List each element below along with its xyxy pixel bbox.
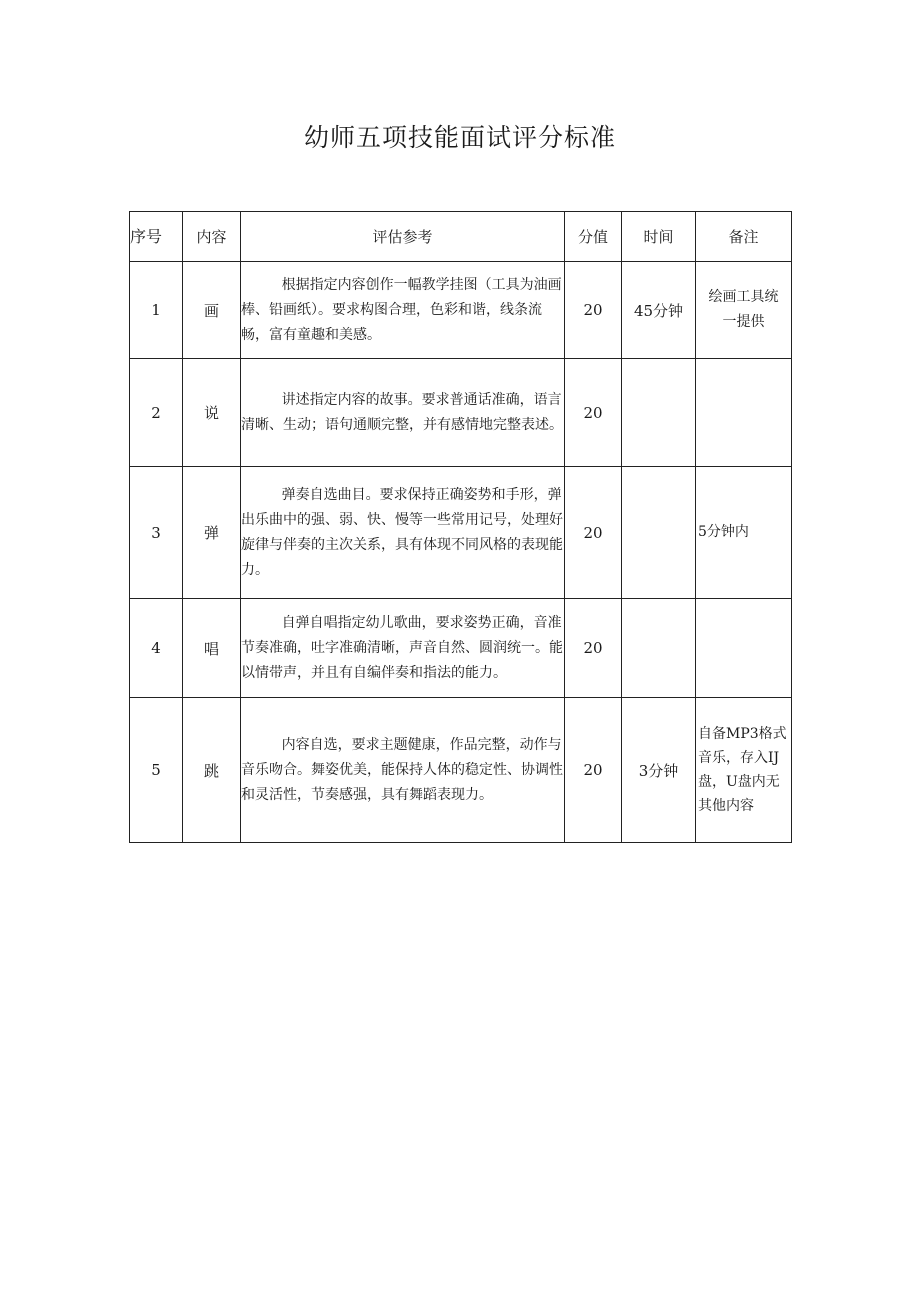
cell-time: 3分钟 (622, 698, 696, 843)
note-text: 5分钟内 (698, 524, 749, 540)
cell-note (696, 262, 792, 359)
cell-no: 2 (130, 359, 183, 467)
cell-note (696, 359, 792, 467)
cell-reference (241, 467, 565, 599)
cell-content: 说 (183, 359, 241, 467)
cell-note (696, 698, 792, 843)
cell-score: 20 (565, 599, 622, 698)
cell-no: 4 (130, 599, 183, 698)
cell-score: 20 (565, 359, 622, 467)
cell-reference (241, 262, 565, 359)
cell-score: 20 (565, 467, 622, 599)
cell-score: 20 (565, 262, 622, 359)
header-reference: 评估参考 (241, 212, 565, 262)
cell-time (622, 467, 696, 599)
scoring-table (129, 211, 792, 843)
cell-content: 唱 (183, 599, 241, 698)
table-row (130, 467, 792, 599)
reference-text: 自弹自唱指定幼儿歌曲，要求姿势正确，音准节奏准确，吐字准确清晰，声音自然、圆润统一。能以情带声，并且有自编伴奏和指法的能力。 (241, 614, 563, 681)
cell-time: 45分钟 (622, 262, 696, 359)
reference-text: 根据指定内容创作一幅教学挂图（工具为油画棒、铅画纸）。要求构图合理，色彩和谐，线条流畅，富有童趣和美感。 (241, 276, 562, 343)
table-header-row (130, 212, 792, 262)
cell-reference (241, 698, 565, 843)
cell-note (696, 599, 792, 698)
table-row (130, 359, 792, 467)
table-row (130, 262, 792, 359)
reference-text: 讲述指定内容的故事。要求普通话准确，语言清晰、生动；语句通顺完整，并有感情地完整表述。 (241, 391, 563, 433)
cell-note (696, 467, 792, 599)
cell-reference (241, 599, 565, 698)
cell-content: 跳 (183, 698, 241, 843)
cell-time (622, 599, 696, 698)
cell-content: 画 (183, 262, 241, 359)
header-time: 时间 (622, 212, 696, 262)
cell-no: 1 (130, 262, 183, 359)
note-text: 绘画工具统一提供 (708, 289, 779, 330)
header-no: 序号 (130, 212, 183, 262)
header-content: 内容 (183, 212, 241, 262)
cell-time (622, 359, 696, 467)
note-text: 自备MP3格式音乐，存入IJ盘，U盘内无其他内容 (698, 726, 787, 814)
reference-text: 内容自选，要求主题健康，作品完整，动作与音乐吻合。舞姿优美，能保持人体的稳定性、协调性和灵活性，节奏感强，具有舞蹈表现力。 (241, 736, 563, 803)
reference-text: 弹奏自选曲目。要求保持正确姿势和手形，弹出乐曲中的强、弱、快、慢等一些常用记号，处理好旋律与伴奏的主次关系，具有体现不同风格的表现能力。 (241, 486, 563, 578)
header-score: 分值 (565, 212, 622, 262)
cell-no: 3 (130, 467, 183, 599)
cell-content: 弹 (183, 467, 241, 599)
cell-score: 20 (565, 698, 622, 843)
page-title: 幼师五项技能面试评分标准 (303, 123, 616, 152)
table-row (130, 599, 792, 698)
table-row (130, 698, 792, 843)
cell-no: 5 (130, 698, 183, 843)
cell-reference (241, 359, 565, 467)
header-note: 备注 (696, 212, 792, 262)
